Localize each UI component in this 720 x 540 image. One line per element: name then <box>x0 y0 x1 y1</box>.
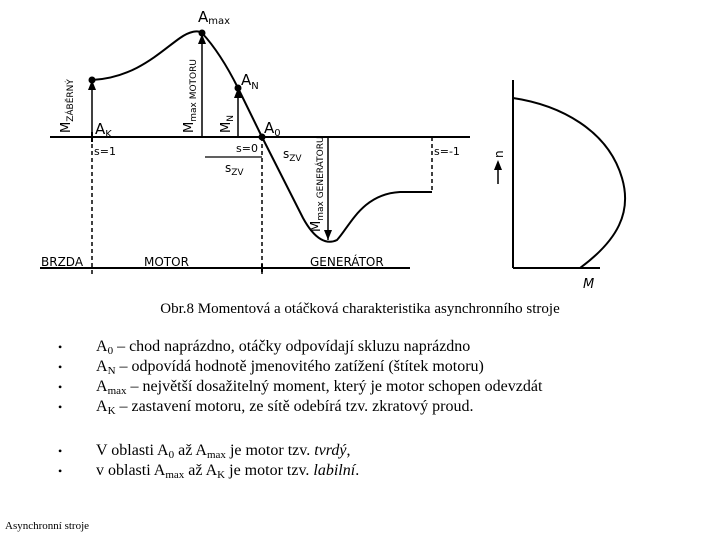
label-a-n: $A_N$ <box>241 71 259 92</box>
arrowhead-max-gen <box>324 230 332 240</box>
label-generator: GENERÁTOR <box>310 255 384 269</box>
list-item: • $A_0$ – chod naprázdno, otáčky odpovídají skluzu naprázdno <box>58 337 542 357</box>
figure-caption: Obr.8 Momentová a otáčková charakteristika asynchronního stroje <box>160 301 560 317</box>
label-szv-right: $s_{ZV}$ <box>283 147 302 164</box>
label-m-zaberny: $M_{ZÁBĚRNÝ}$ <box>59 79 76 133</box>
label-a-k: $A_K$ <box>95 120 112 140</box>
label-a-max: Amax <box>198 8 231 27</box>
stability-list <box>58 441 359 481</box>
label-szv-bottom: $s_{ZV}$ <box>225 161 244 178</box>
speed-curve <box>513 98 625 268</box>
label-m-max-gen: $M_{max GENERÁTORU}$ <box>309 136 326 232</box>
label-s0: s=0 <box>236 142 258 155</box>
label-s1: s=1 <box>94 145 116 158</box>
label-brzda: BRZDA <box>41 255 84 269</box>
list-item: • $A_{max}$ – největší dosažitelný moment, který je motor schopen odevzdát <box>58 377 542 397</box>
definitions-list <box>58 337 542 417</box>
label-m-n: $M_N$ <box>219 115 236 133</box>
label-s-minus1: s=-1 <box>434 145 460 158</box>
arrowhead-n <box>494 160 502 170</box>
list-item: • V oblasti $A_0$ až $A_{max}$ je motor tzv. tvrdý, <box>58 441 359 461</box>
label-m-max-motoru: $M_{max MOTORU}$ <box>182 59 199 133</box>
label-n-axis: n <box>492 150 506 158</box>
label-a-0: $A_0$ <box>264 119 281 139</box>
list-item: • $A_K$ – zastavení motoru, ze sítě odebírá tzv. zkratový proud. <box>58 397 542 417</box>
list-item: • $A_N$ – odpovídá hodnotě jmenovitého zatížení (štítek motoru) <box>58 357 542 377</box>
label-m-axis: M <box>583 277 595 290</box>
label-motor: MOTOR <box>144 255 189 269</box>
footer-label: Asynchronní stroje <box>5 520 90 532</box>
list-item: • v oblasti $A_{max}$ až $A_K$ je motor tzv. labilní. <box>58 461 359 481</box>
